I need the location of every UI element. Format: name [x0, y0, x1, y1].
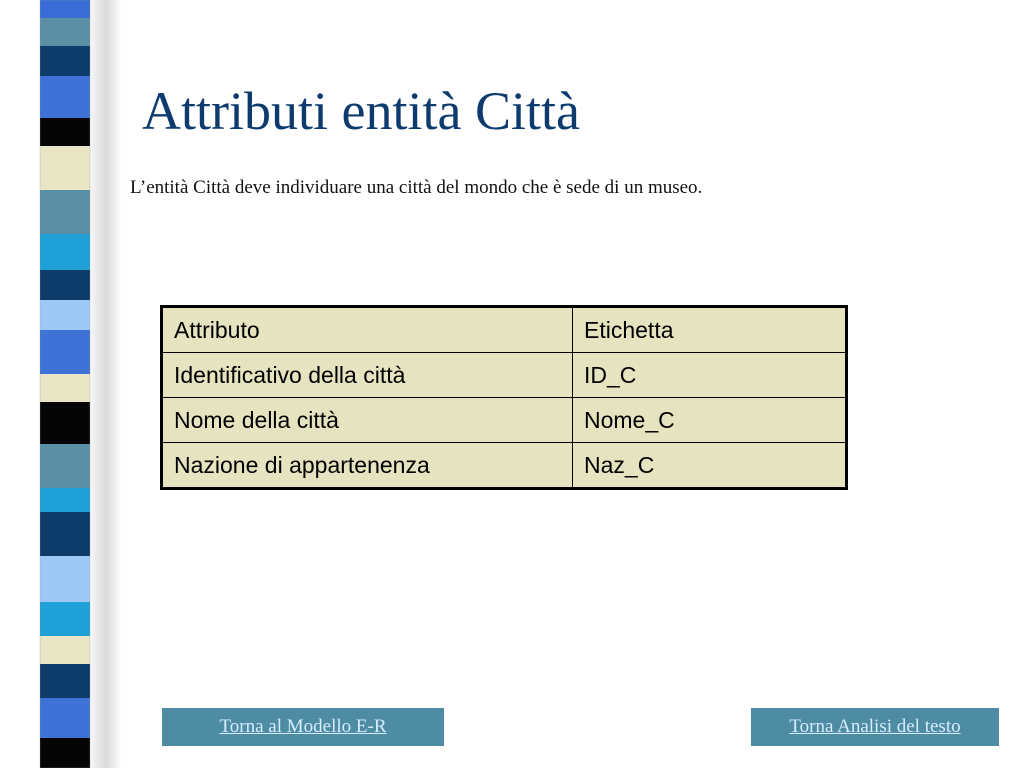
attribute-cell: Nazione di appartenenza [162, 443, 573, 489]
decorative-stripe [0, 0, 130, 768]
table-header-row [162, 307, 847, 353]
back-to-analysis-link[interactable]: Torna Analisi del testo [789, 716, 961, 737]
header-cell-label: Etichetta [573, 307, 847, 353]
header-cell-attribute: Attributo [162, 307, 573, 353]
label-cell: ID_C [573, 353, 847, 398]
attribute-cell: Nome della città [162, 398, 573, 443]
table-row [162, 353, 847, 398]
table-row [162, 443, 847, 489]
back-to-model-link[interactable]: Torna al Modello E-R [219, 716, 387, 737]
back-to-model-button[interactable] [162, 708, 444, 746]
table-row [162, 398, 847, 443]
attribute-cell: Identificativo della città [162, 353, 573, 398]
label-cell: Naz_C [573, 443, 847, 489]
label-cell: Nome_C [573, 398, 847, 443]
back-to-analysis-button[interactable] [751, 708, 999, 746]
slide-description: L’entità Città deve individuare una città del mondo che è sede di un museo. [130, 177, 703, 198]
page-title: Attributi entità Città [142, 81, 580, 141]
attributes-table [160, 305, 848, 490]
